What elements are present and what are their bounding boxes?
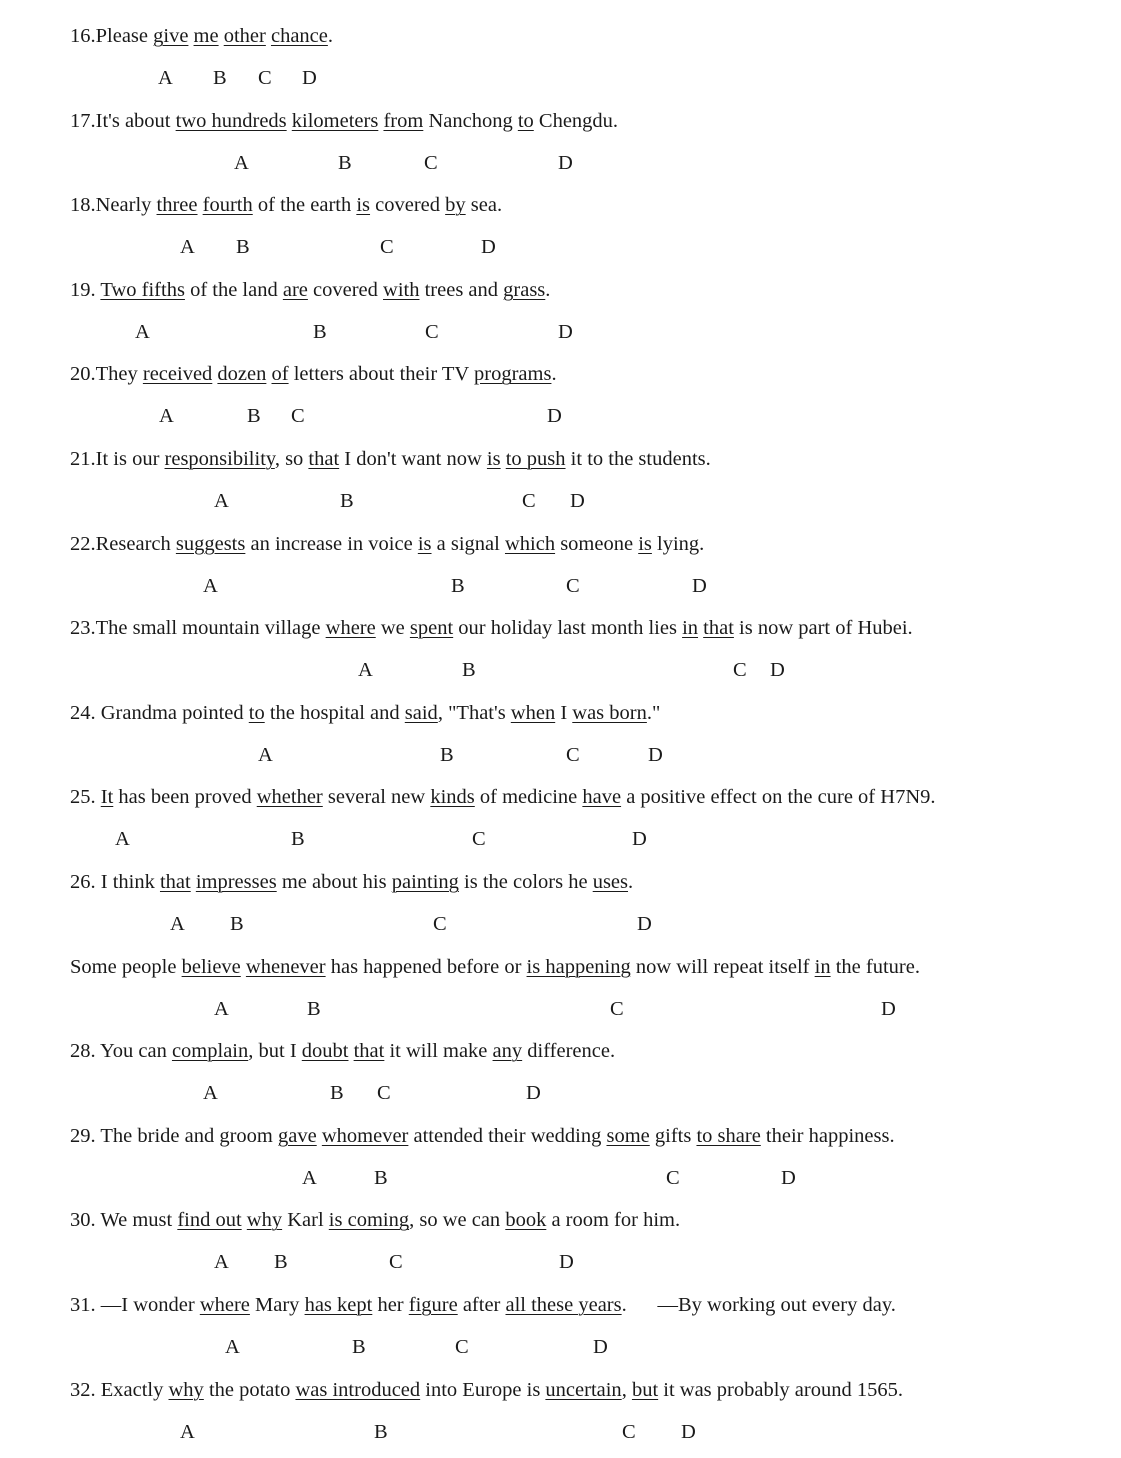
option-letter: D	[559, 1251, 574, 1274]
underlined-option: to	[248, 701, 265, 724]
option-letter: C	[455, 1336, 469, 1358]
option-letter: C	[424, 151, 438, 174]
sentence-text: into Europe is	[420, 1378, 546, 1401]
underlined-option: kinds	[430, 786, 475, 809]
option-letter: B	[338, 151, 352, 174]
underlined-option: doubt	[301, 1040, 349, 1063]
sentence-text: has been proved	[113, 786, 257, 809]
underlined-option: some	[606, 1124, 650, 1147]
sentence-text: after	[457, 1294, 506, 1316]
option-letters	[0, 1420, 1000, 1444]
option-letter: A	[258, 743, 273, 766]
option-letter: C	[291, 405, 305, 428]
underlined-option: was introduced	[295, 1378, 421, 1401]
option-letter: D	[481, 236, 496, 259]
underlined-option: whomever	[321, 1124, 409, 1147]
sentence-text: it to the students.	[565, 448, 711, 470]
question-16	[70, 1378, 903, 1402]
underlined-option: is coming	[328, 1209, 410, 1232]
sentence-text: ."	[646, 701, 661, 724]
option-letters	[0, 912, 1000, 936]
sentence-text: someone	[555, 532, 639, 555]
underlined-option: to share	[696, 1124, 761, 1147]
option-letters	[0, 1166, 1000, 1190]
underlined-option: two hundreds	[175, 109, 287, 132]
underlined-option: are	[282, 278, 308, 301]
sentence-text: We must	[100, 1209, 178, 1232]
question-6	[70, 532, 704, 556]
option-letter: D	[681, 1420, 696, 1443]
question-number: 25.	[70, 786, 101, 809]
option-letters	[0, 1081, 1000, 1105]
sentence-text: trees and	[419, 278, 504, 301]
sentence-text: their happiness.	[760, 1124, 895, 1147]
question-14	[70, 1208, 680, 1232]
sentence-text: several new	[322, 786, 431, 809]
option-letter: B	[236, 236, 250, 259]
option-letter: D	[637, 913, 652, 935]
sentence-text: Grandma pointed	[100, 701, 249, 724]
underlined-option: that	[159, 871, 191, 893]
sentence-text: Some people	[70, 955, 182, 978]
underlined-option: grass	[503, 278, 546, 301]
question-8	[70, 701, 660, 725]
option-letter: C	[433, 913, 447, 935]
option-letter: B	[451, 574, 465, 597]
underlined-option: complain	[171, 1040, 249, 1063]
option-letter: D	[570, 490, 585, 512]
option-letters	[0, 997, 1000, 1021]
option-letter: B	[352, 1336, 366, 1358]
underlined-option: whether	[256, 786, 323, 809]
option-letter: C	[566, 574, 580, 597]
option-letter: D	[648, 743, 663, 766]
underlined-option: was born	[572, 701, 647, 724]
question-number: 29.	[70, 1124, 101, 1147]
question-number: 22.	[70, 532, 96, 555]
option-letter: D	[558, 151, 573, 174]
underlined-option: any	[492, 1040, 523, 1063]
sentence-text: ,	[621, 1378, 632, 1401]
sentence-text: difference.	[522, 1040, 616, 1063]
option-letter: A	[180, 236, 195, 259]
underlined-option: whenever	[245, 955, 326, 978]
option-letter: D	[593, 1336, 608, 1358]
sentence-text: covered	[370, 194, 446, 217]
underlined-option: from	[383, 109, 424, 132]
sentence-text: , "That's	[437, 701, 511, 724]
underlined-option: by	[445, 194, 466, 217]
sentence-text: covered	[307, 278, 384, 301]
option-letter: C	[622, 1420, 636, 1443]
underlined-option: of	[271, 363, 289, 386]
option-letter: D	[632, 828, 647, 851]
sentence-text: Research	[95, 532, 176, 555]
underlined-option: dozen	[217, 363, 267, 386]
option-letter: B	[291, 828, 305, 851]
underlined-option: to	[517, 109, 534, 132]
sentence-text: Mary	[249, 1294, 305, 1316]
question-number: 19.	[70, 278, 101, 301]
underlined-option: Two fifths	[100, 278, 185, 301]
option-letter: C	[472, 828, 486, 851]
option-letter: A	[302, 1166, 317, 1189]
question-2	[70, 193, 502, 217]
sentence-text: .	[628, 871, 634, 893]
option-letter: B	[247, 405, 261, 428]
sentence-text: I don't want now	[339, 448, 487, 470]
question-number: 20.	[70, 363, 96, 386]
question-0	[70, 24, 333, 48]
option-letter: B	[340, 490, 354, 512]
sentence-text: The bride and groom	[100, 1124, 279, 1147]
question-3	[70, 278, 550, 302]
underlined-option: three	[156, 194, 198, 217]
option-letter: A	[225, 1336, 240, 1358]
question-number: 24.	[70, 701, 101, 724]
underlined-option: find out	[177, 1209, 242, 1232]
sentence-text: . —By working out every day.	[621, 1294, 896, 1316]
question-9	[70, 785, 936, 809]
sentence-text: It's about	[95, 109, 176, 132]
sentence-text: the future.	[830, 955, 920, 978]
underlined-option: is	[486, 448, 501, 470]
sentence-text: now will repeat itself	[630, 955, 815, 978]
sentence-text: , so	[274, 448, 309, 470]
option-letter: C	[666, 1166, 680, 1189]
sentence-text: the hospital and	[264, 701, 405, 724]
sentence-text: Nearly	[95, 194, 157, 217]
option-letters	[0, 574, 1000, 598]
sentence-text: our holiday last month lies	[453, 617, 683, 640]
underlined-option: programs	[474, 363, 552, 386]
option-letters	[0, 151, 1000, 175]
option-letter: A	[214, 997, 229, 1020]
question-number: 31.	[70, 1294, 101, 1316]
underlined-option: suggests	[175, 532, 246, 555]
option-letters	[0, 1335, 1000, 1359]
option-letter: A	[214, 1251, 229, 1274]
option-letter: A	[158, 67, 173, 89]
option-letter: C	[425, 320, 439, 343]
underlined-option: all these years	[505, 1294, 622, 1316]
underlined-option: in	[814, 955, 831, 978]
underlined-option: with	[383, 278, 420, 301]
option-letter: D	[558, 320, 573, 343]
underlined-option: in	[682, 617, 699, 640]
question-number: 32.	[70, 1378, 101, 1401]
question-number: 18.	[70, 194, 96, 217]
option-letters	[0, 489, 1000, 513]
option-letter: D	[302, 67, 317, 89]
option-letter: D	[770, 659, 785, 682]
option-letter: C	[566, 743, 580, 766]
sentence-text: Chengdu.	[533, 109, 619, 132]
sentence-text: I	[555, 701, 573, 724]
underlined-option: why	[168, 1378, 204, 1401]
sentence-text: we	[375, 617, 410, 640]
option-letter: B	[230, 913, 244, 935]
question-7	[70, 616, 913, 640]
sentence-text: the potato	[203, 1378, 296, 1401]
sentence-text: her	[372, 1294, 409, 1316]
sentence-text: , so we can	[409, 1209, 506, 1232]
sentence-text: of medicine	[474, 786, 583, 809]
option-letter: C	[389, 1251, 403, 1274]
option-letter: B	[462, 659, 476, 682]
sentence-text: Please	[95, 25, 154, 47]
underlined-option: uses	[592, 871, 629, 893]
option-letter: B	[374, 1420, 388, 1443]
sentence-text: an increase in voice	[245, 532, 418, 555]
sentence-text: The small mountain village	[95, 617, 326, 640]
question-13	[70, 1124, 895, 1148]
option-letter: B	[313, 320, 327, 343]
question-15	[70, 1293, 896, 1317]
option-letter: A	[358, 659, 373, 682]
option-letter: B	[440, 743, 454, 766]
underlined-option: why	[246, 1209, 283, 1232]
question-number: 17.	[70, 109, 96, 132]
underlined-option: said	[404, 701, 438, 724]
option-letter: C	[522, 490, 536, 512]
underlined-option: uncertain	[545, 1378, 622, 1401]
sentence-text: sea.	[465, 194, 503, 217]
underlined-option: that	[308, 448, 340, 470]
question-number: 16.	[70, 25, 96, 47]
sentence-text: is the colors he	[458, 871, 593, 893]
option-letter: D	[692, 574, 707, 597]
underlined-option: that	[703, 617, 734, 640]
option-letter: D	[881, 997, 896, 1020]
option-letter: B	[330, 1082, 344, 1105]
option-letters	[0, 404, 1000, 428]
underlined-option: chance	[270, 25, 328, 47]
option-letter: A	[115, 828, 130, 851]
question-5	[70, 447, 711, 471]
option-letter: A	[203, 1082, 218, 1105]
option-letter: A	[159, 405, 174, 428]
sentence-text: .	[551, 363, 557, 386]
question-number: 26.	[70, 871, 101, 893]
underlined-option: received	[142, 363, 213, 386]
underlined-option: that	[353, 1040, 385, 1063]
sentence-text: is now part of Hubei.	[733, 617, 913, 640]
sentence-text: gifts	[649, 1124, 697, 1147]
sentence-text: , but I	[248, 1040, 302, 1063]
option-letter: A	[203, 574, 218, 597]
sentence-text: it will make	[384, 1040, 493, 1063]
question-number: 23.	[70, 617, 96, 640]
option-letters	[0, 320, 1000, 344]
option-letters	[0, 743, 1000, 767]
option-letter: B	[374, 1166, 388, 1189]
sentence-text: it was probably around 1565.	[658, 1378, 903, 1401]
sentence-text: letters about their TV	[288, 363, 474, 386]
question-number: 28.	[70, 1040, 100, 1063]
sentence-text: me about his	[276, 871, 392, 893]
option-letter: C	[610, 997, 624, 1020]
underlined-option: painting	[391, 871, 459, 893]
option-letters	[0, 658, 1000, 682]
underlined-option: where	[199, 1294, 250, 1316]
sentence-text: They	[95, 363, 143, 386]
sentence-text: .	[327, 25, 333, 47]
sentence-text: It is our	[95, 448, 165, 470]
underlined-option: spent	[409, 617, 454, 640]
underlined-option: is	[417, 532, 432, 555]
option-letter: A	[180, 1420, 195, 1443]
option-letter: C	[258, 67, 272, 89]
sentence-text: a room for him.	[546, 1209, 681, 1232]
option-letter: C	[733, 659, 747, 682]
option-letter: D	[547, 405, 562, 428]
option-letters	[0, 827, 1000, 851]
option-letters	[0, 1250, 1000, 1274]
question-1	[70, 109, 618, 133]
sentence-text: of the earth	[252, 194, 357, 217]
option-letter: B	[274, 1251, 288, 1274]
option-letter: A	[170, 913, 185, 935]
sentence-text: .	[545, 278, 551, 301]
underlined-option: gave	[278, 1124, 317, 1147]
underlined-option: is	[356, 194, 371, 217]
option-letter: A	[135, 320, 150, 343]
question-number: 30.	[70, 1209, 101, 1232]
sentence-text: of the land	[184, 278, 283, 301]
underlined-option: has kept	[304, 1294, 373, 1316]
question-4	[70, 362, 557, 386]
sentence-text: attended their wedding	[408, 1124, 607, 1147]
underlined-option: book	[505, 1209, 547, 1232]
option-letters	[0, 66, 1000, 90]
underlined-option: figure	[408, 1294, 458, 1316]
underlined-option: kilometers	[291, 109, 379, 132]
underlined-option: other	[223, 25, 266, 47]
sentence-text: I think	[100, 871, 160, 893]
underlined-option: where	[325, 617, 376, 640]
underlined-option: to push	[505, 448, 566, 470]
question-12	[70, 1039, 615, 1063]
option-letter: A	[234, 151, 249, 174]
underlined-option: impresses	[195, 871, 277, 893]
underlined-option: have	[582, 786, 622, 809]
underlined-option: fourth	[202, 194, 253, 217]
sentence-text: Nanchong	[423, 109, 518, 132]
underlined-option: me	[193, 25, 219, 47]
option-letter: B	[213, 67, 227, 89]
underlined-option: responsibility	[164, 448, 275, 470]
option-letter: C	[377, 1082, 391, 1105]
underlined-option: when	[510, 701, 556, 724]
underlined-option: believe	[181, 955, 241, 978]
sentence-text: lying.	[651, 532, 705, 555]
option-letter: A	[214, 490, 229, 512]
sentence-text: a positive effect on the cure of H7N9.	[621, 786, 936, 809]
option-letter: D	[526, 1082, 541, 1105]
underlined-option: but	[631, 1378, 659, 1401]
option-letter: D	[781, 1166, 796, 1189]
sentence-text: a signal	[431, 532, 505, 555]
option-letter: C	[380, 236, 394, 259]
option-letter: B	[307, 997, 321, 1020]
sentence-text: You can	[100, 1040, 172, 1063]
option-letters	[0, 235, 1000, 259]
sentence-text: —I wonder	[100, 1294, 200, 1316]
underlined-option: which	[504, 532, 556, 555]
question-11	[70, 955, 920, 979]
question-number: 21.	[70, 448, 96, 470]
sentence-text: Exactly	[100, 1378, 169, 1401]
sentence-text: Karl	[282, 1209, 329, 1232]
underlined-option: give	[153, 25, 189, 47]
underlined-option: It	[100, 786, 114, 809]
underlined-option: is	[638, 532, 652, 555]
sentence-text: has happened before or	[325, 955, 527, 978]
question-10	[70, 870, 633, 894]
underlined-option: is happening	[526, 955, 631, 978]
